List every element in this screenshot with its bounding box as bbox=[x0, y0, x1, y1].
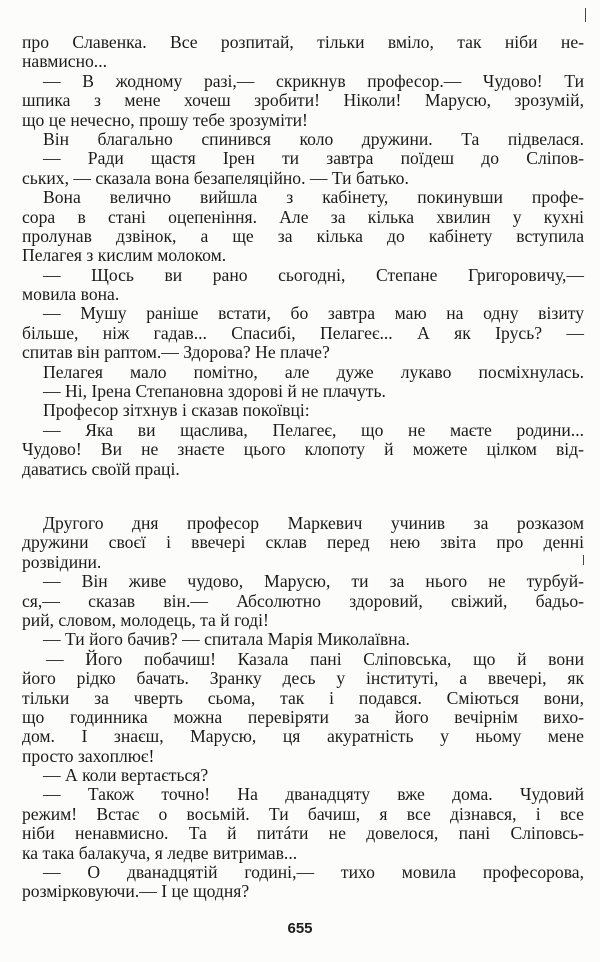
page-number: 655 bbox=[287, 920, 313, 937]
scan-margin-mark bbox=[585, 8, 586, 22]
text-line: — В жодному разі,— скрикнув професор.— Чудово! Ти bbox=[43, 70, 584, 91]
text-line: ка така балакуча, я ледве витримав... bbox=[22, 842, 298, 863]
text-line: ніби ненавмисно. Та й питáти не довелося, пані Сліповсь- bbox=[22, 823, 584, 844]
text-line: — О дванадцятій годині,— тихо мовила професорова, bbox=[43, 862, 584, 883]
text-line: Професор зітхнув і сказав покоївці: bbox=[43, 400, 310, 421]
text-block-2 bbox=[22, 514, 584, 902]
text-line: що це нечесно, прошу тебе зрозуміти! bbox=[22, 109, 308, 130]
scan-margin-mark bbox=[583, 555, 584, 565]
text-line: тільки за чверть сьома, так і подався. Сміються вони, bbox=[22, 687, 584, 708]
text-line: Другого дня професор Маркевич учинив за розказом bbox=[43, 513, 584, 533]
text-line: Пелагея мало помітно, але дуже лукаво посміхнулась. bbox=[43, 361, 584, 382]
text-line: шпика з мене хочеш зробити! Ніколи! Марусю, зрозумій, bbox=[22, 90, 584, 111]
text-line: його рідко бачать. Зранку десь у інституті, а ввечері, як bbox=[22, 668, 584, 689]
text-line: розмірковуючи.— І це щодня? bbox=[22, 881, 250, 902]
text-line: навмисно... bbox=[22, 51, 107, 72]
text-line: Пелагея з кислим молоком. bbox=[22, 245, 227, 266]
text-line: спитав він раптом.— Здорова? Не плаче? bbox=[22, 342, 330, 363]
text-line: — Також точно! На дванадцяту вже дома. Чудовий bbox=[43, 784, 584, 805]
text-line: просто захоплює! bbox=[22, 745, 155, 766]
text-line: рий, словом, молодець, та й годі! bbox=[22, 609, 269, 630]
text-line: — Щось ви рано сьогодні, Степане Григоровичу,— bbox=[43, 264, 584, 285]
text-block-1 bbox=[22, 33, 584, 479]
text-line: сора в стані оцепеніння. Але за кілька хвилин у кухні bbox=[22, 206, 584, 227]
text-line: — Ради щастя Ірен ти завтра поїдеш до Сліпов- bbox=[43, 148, 584, 169]
text-line: ських, — сказала вона безапеляційно. — Ти батько. bbox=[22, 167, 409, 188]
text-line: — Ти його бачив? — спитала Марія Миколаївна. bbox=[43, 629, 410, 650]
text-line: — Яка ви щаслива, Пелагеє, що не маєте родини... bbox=[43, 419, 584, 440]
text-line: — Мушу раніше встати, бо завтра маю на одну візиту bbox=[43, 303, 584, 324]
text-line: ся,— сказав він.— Абсолютно здоровий, свіжий, бадьо- bbox=[22, 590, 584, 611]
text-line: — А коли вертається? bbox=[43, 765, 209, 786]
text-line: даватись своїй праці. bbox=[22, 458, 180, 479]
text-line: дружини своєї і ввечері склав перед нею звіта про денні bbox=[22, 532, 584, 553]
text-line: — Він живе чудово, Марусю, ти за нього не турбуй- bbox=[43, 571, 584, 592]
text-line: Він благально спинився коло дружини. Та підвелася. bbox=[43, 128, 584, 149]
text-line: більше, ніж гадав... Спасибі, Пелагеє... А як Ірусь? — bbox=[22, 322, 584, 343]
text-line: режим! Встає о восьмій. Ти бачиш, я все дізнався, і все bbox=[22, 803, 584, 824]
text-line: — Його побачиш! Казала пані Сліповська, що й вони bbox=[46, 648, 584, 669]
text-line: — Ні, Ірена Степановна здорові й не плачуть. bbox=[43, 381, 386, 402]
text-line: що годинника можна перевіряти за його вечірнім вихо- bbox=[22, 706, 584, 727]
text-line: дом. І знаєш, Марусю, ця акуратність у ньому мене bbox=[22, 726, 584, 747]
text-line: Чудово! Ви не знаєте цього клопоту й можете цілком від- bbox=[22, 439, 584, 460]
text-line: мовила вона. bbox=[22, 284, 120, 305]
text-line: розвідини. bbox=[22, 551, 102, 572]
text-line: Вона велично вийшла з кабінету, покинувши профе- bbox=[43, 187, 584, 208]
text-line: пролунав дзвінок, а ще за кілька до кабінету вступила bbox=[22, 225, 584, 246]
text-line: про Славенка. Все розпитай, тільки вміло, так ніби не- bbox=[22, 32, 584, 52]
